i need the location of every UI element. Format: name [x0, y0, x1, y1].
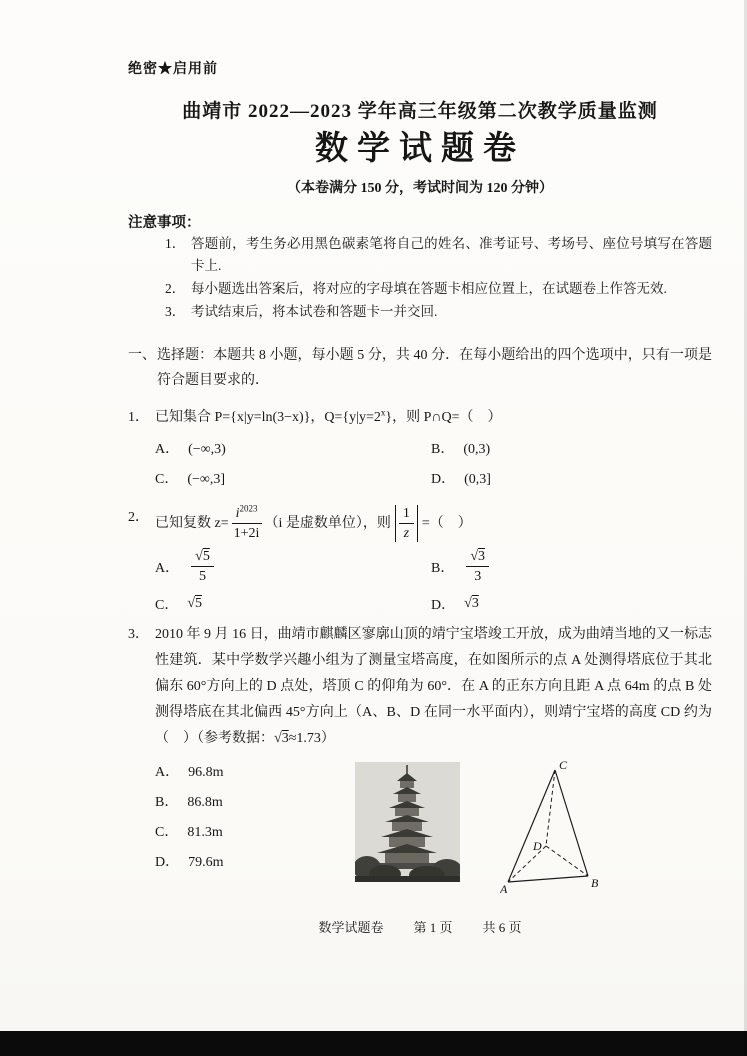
section-one-heading [128, 343, 712, 393]
question-3 [128, 622, 712, 752]
fraction-denominator: 5 [198, 569, 206, 584]
option-c [155, 594, 431, 614]
option-label: D． [431, 598, 456, 613]
fraction [466, 548, 489, 585]
option-c [155, 465, 431, 495]
question-1-number: 1． [128, 410, 149, 425]
section-marker: 一、 [128, 348, 156, 363]
option-value: (−∞,3] [187, 472, 226, 487]
option-value: 86.8m [187, 795, 223, 810]
diagram-label-d: D [533, 839, 542, 853]
option-a [155, 548, 431, 585]
stem-text: }，则 P∩Q=（ ） [385, 410, 502, 425]
radicand: 3 [281, 731, 289, 746]
sqrt-expression [470, 549, 485, 564]
diagram-label-b: B [591, 876, 599, 890]
exam-header-title: 曲靖市 2022—2023 学年高三年级第二次教学质量监测 [182, 101, 658, 122]
option-label: C． [155, 472, 179, 487]
stem-text: 已知复数 z= [155, 515, 229, 531]
geometry-diagram-image [500, 758, 600, 894]
notice-item-2 [165, 278, 712, 300]
variable-i: i [235, 506, 240, 521]
option-a [155, 435, 431, 465]
exponent: x [380, 407, 386, 418]
security-label: 绝密★启用前 [128, 62, 218, 77]
option-value: 79.6m [188, 855, 224, 870]
fraction-numerator [466, 548, 489, 567]
option-b [155, 788, 325, 818]
radical-sign: √ [195, 549, 203, 564]
option-value: (0,3] [464, 472, 491, 487]
fraction-numerator [191, 548, 214, 567]
section-text: 选择题：本题共 8 小题，每小题 5 分，共 40 分．在每小题给出的四个选项中，只有一项是符合题目要求的． [157, 348, 712, 388]
absolute-value [395, 505, 418, 542]
question-3-options [155, 758, 325, 878]
question-2 [128, 505, 712, 542]
option-label: A． [155, 560, 180, 576]
question-2-options [155, 548, 712, 614]
fraction-denominator: 1+2i [233, 526, 260, 541]
radical-sign: √ [274, 731, 282, 746]
notices-section [128, 211, 712, 323]
exam-subtitle: （本卷满分 150 分，考试时间为 120 分钟） [287, 181, 553, 196]
stem-text: （i 是虚数单位），则 [264, 515, 391, 531]
question-2-number: 2． [128, 510, 149, 525]
geometry-diagram [500, 758, 600, 899]
option-value: (−∞,3) [188, 442, 226, 457]
notice-text: 答题前，考生务必用黑色碳素笔将自己的姓名、准考证号、考场号、座位号填写在答题卡上. [191, 236, 712, 273]
sqrt-expression [187, 596, 202, 612]
option-b [431, 548, 712, 585]
fraction-numerator: 1 [399, 505, 414, 524]
option-value: (0,3) [463, 442, 491, 457]
diagram-label-a: A [500, 882, 508, 894]
radicand: 3 [478, 549, 486, 564]
exponent: 2023 [239, 503, 258, 514]
option-value: 81.3m [187, 825, 223, 840]
diagram-label-c: C [559, 758, 568, 772]
notices-heading: 注意事项： [128, 215, 201, 231]
page-content [128, 58, 712, 899]
question-3-figure-row [128, 758, 712, 899]
option-label: C． [155, 598, 179, 613]
option-b [431, 435, 712, 465]
sqrt-expression [274, 731, 289, 746]
option-label: D． [155, 855, 180, 870]
stem-text: 2010 年 9 月 16 日，曲靖市麒麟区寥廓山顶的靖宁宝塔竣工开放，成为曲靖当地的又一标志性建筑．某中学数学兴趣小组为了测量宝塔高度，在如图所示的点 A 处测得塔底位于其北偏东 60°方向上的 D 点处，塔顶 C 的仰角为 60°．在 A 的正东方向且距 A 点 64m 的点 B 处测得塔底在其北偏西 45°方向上（A、B、D 在同一水平面内），则靖宁宝塔的高度 CD 约为（ ）（参考数据： [155, 627, 712, 746]
footer-page-number: 第 1 页 [413, 920, 453, 935]
radical-sign: √ [464, 596, 472, 611]
fraction-denominator: 3 [474, 569, 482, 584]
scan-bottom-black-bar [0, 1031, 747, 1056]
option-value: 96.8m [188, 765, 224, 780]
sqrt-expression [464, 596, 479, 612]
option-a [155, 758, 325, 788]
pagoda-photo-image [355, 762, 460, 882]
notice-item-1 [165, 233, 712, 277]
notice-number: 1． [165, 236, 186, 251]
page-title: 数学试题卷 [315, 131, 525, 167]
fraction-numerator [232, 505, 262, 524]
notice-text: 考试结束后，将本试卷和答题卡一并交回. [191, 304, 438, 319]
fraction [232, 505, 262, 542]
question-1-options [155, 435, 712, 495]
fraction [191, 548, 214, 585]
radicand: 5 [195, 596, 203, 611]
option-label: B． [431, 560, 455, 576]
page-footer [128, 917, 712, 936]
option-label: A． [155, 442, 180, 457]
option-label: B． [155, 795, 179, 810]
notice-text: 每小题选出答案后，将对应的字母填在答题卡相应位置上，在试题卷上作答无效. [191, 281, 667, 296]
radicand: 5 [202, 549, 210, 564]
option-label: A． [155, 765, 180, 780]
option-d [155, 848, 325, 878]
notice-item-3 [165, 301, 712, 323]
radical-sign: √ [470, 549, 479, 564]
option-d [431, 594, 712, 614]
option-label: B． [431, 442, 455, 457]
sqrt-expression [195, 549, 210, 564]
pagoda-photo [355, 762, 460, 887]
question-3-stem [155, 622, 712, 752]
stem-text: 已知集合 P={x|y=ln(3−x)}，Q={y|y=2 [155, 410, 381, 425]
option-d [431, 465, 712, 495]
question-3-number: 3． [128, 627, 149, 642]
notice-number: 2． [165, 281, 186, 296]
footer-doc-name: 数学试题卷 [318, 920, 384, 935]
question-2-stem [155, 505, 712, 542]
radicand: 3 [471, 596, 479, 611]
option-label: C． [155, 825, 179, 840]
stem-text: =（ ） [421, 515, 472, 531]
option-c [155, 818, 325, 848]
option-label: D． [431, 472, 456, 487]
notice-number: 3． [165, 304, 186, 319]
footer-page-total: 共 6 页 [482, 920, 522, 935]
question-1 [128, 405, 712, 431]
radical-sign: √ [187, 596, 196, 611]
fraction-denominator: z [403, 526, 410, 541]
question-1-stem [155, 405, 712, 431]
fraction [399, 505, 414, 542]
stem-text: ≈1.73） [288, 731, 335, 746]
